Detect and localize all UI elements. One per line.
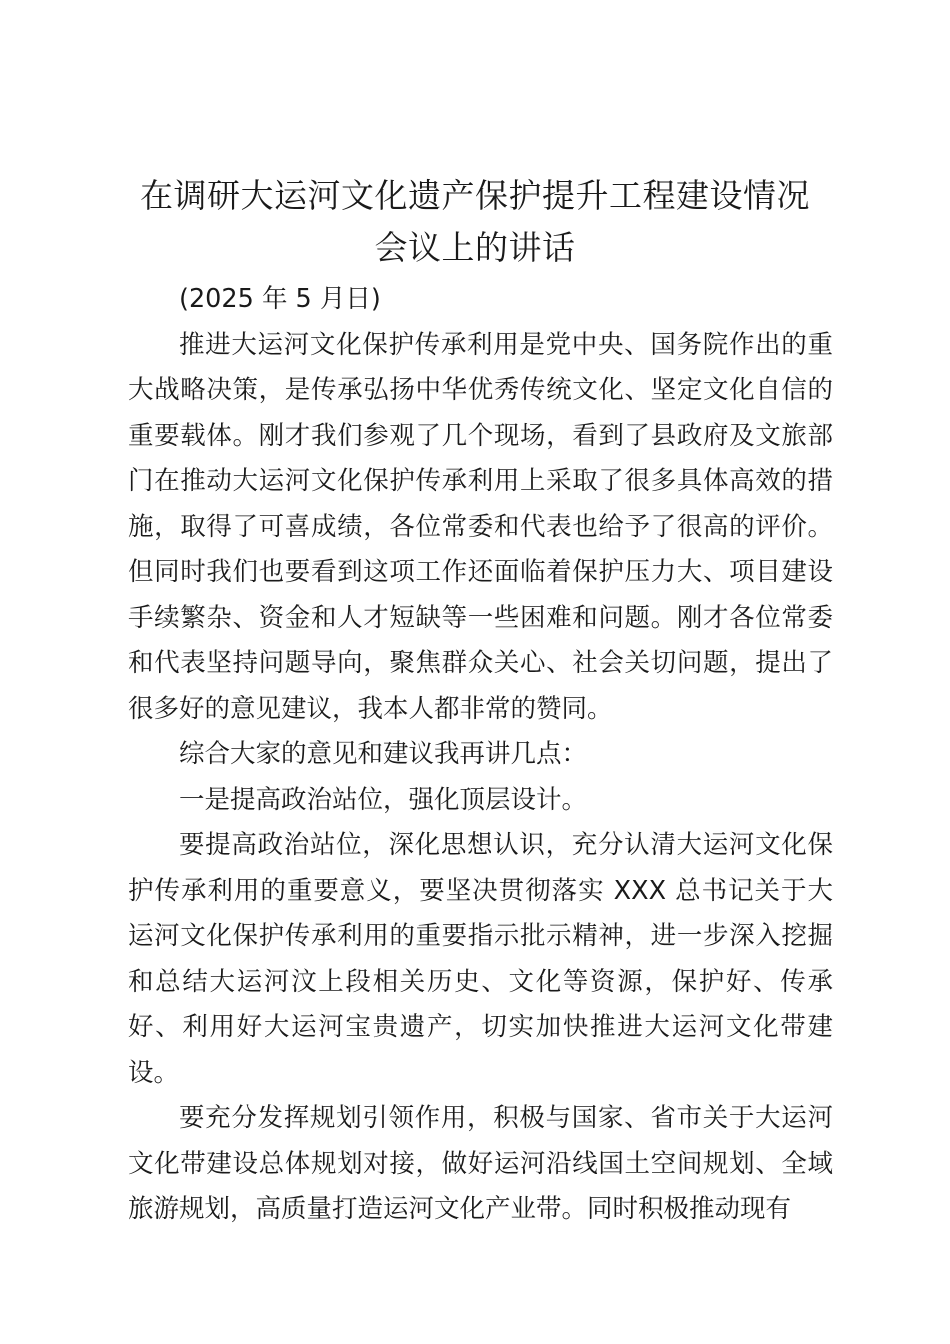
paragraph-intro: 推进大运河文化保护传承利用是党中央、国务院作出的重大战略决策，是传承弘扬中华优秀传统文化、坚定文化自信的重要载体。刚才我们参观了几个现场，看到了县政府及文旅部门在推动大运河文化保护传承利用上采取了很多具体高效的措施，取得了可喜成绩，各位常委和代表也给予了很高的评价。但同时我们也要看到这项工作还面临着保护压力大、项目建设手续繁杂、资金和人才短缺等一些困难和问题。刚才各位常委和代表坚持问题导向，聚焦群众关心、社会关切问题，提出了很多好的意见建议，我本人都非常的赞同。	[128, 329, 833, 724]
document-title-line-1: 在调研大运河文化遗产保护提升工程建设情况	[140, 176, 810, 215]
document-body	[128, 277, 833, 1233]
paragraph-transition: 综合大家的意见和建议我再讲几点：	[179, 739, 588, 769]
paragraph-heading-1: 一是提高政治站位，强化顶层设计。	[179, 784, 588, 815]
paragraph-point-1b: 要充分发挥规划引领作用，积极与国家、省市关于大运河文化带建设总体规划对接，做好运河沿线国土空间规划、全域旅游规划，高质量打造运河文化产业带。同时积极推动现有	[128, 1103, 833, 1224]
paragraph-point-1a: 要提高政治站位，深化思想认识，充分认清大运河文化保护传承利用的重要意义，要坚决贯彻落实 XXX 总书记关于大运河文化保护传承利用的重要指示批示精神，进一步深入挖掘和总结大运河汶上段相关历史、文化等资源，保护好、传承好、利用好大运河宝贵遗产，切实加快推进大运河文化带建设。	[128, 830, 833, 1088]
document-title-line-2: 会议上的讲话	[374, 228, 576, 267]
document-date: (2025 年 5 月日)	[179, 284, 381, 314]
